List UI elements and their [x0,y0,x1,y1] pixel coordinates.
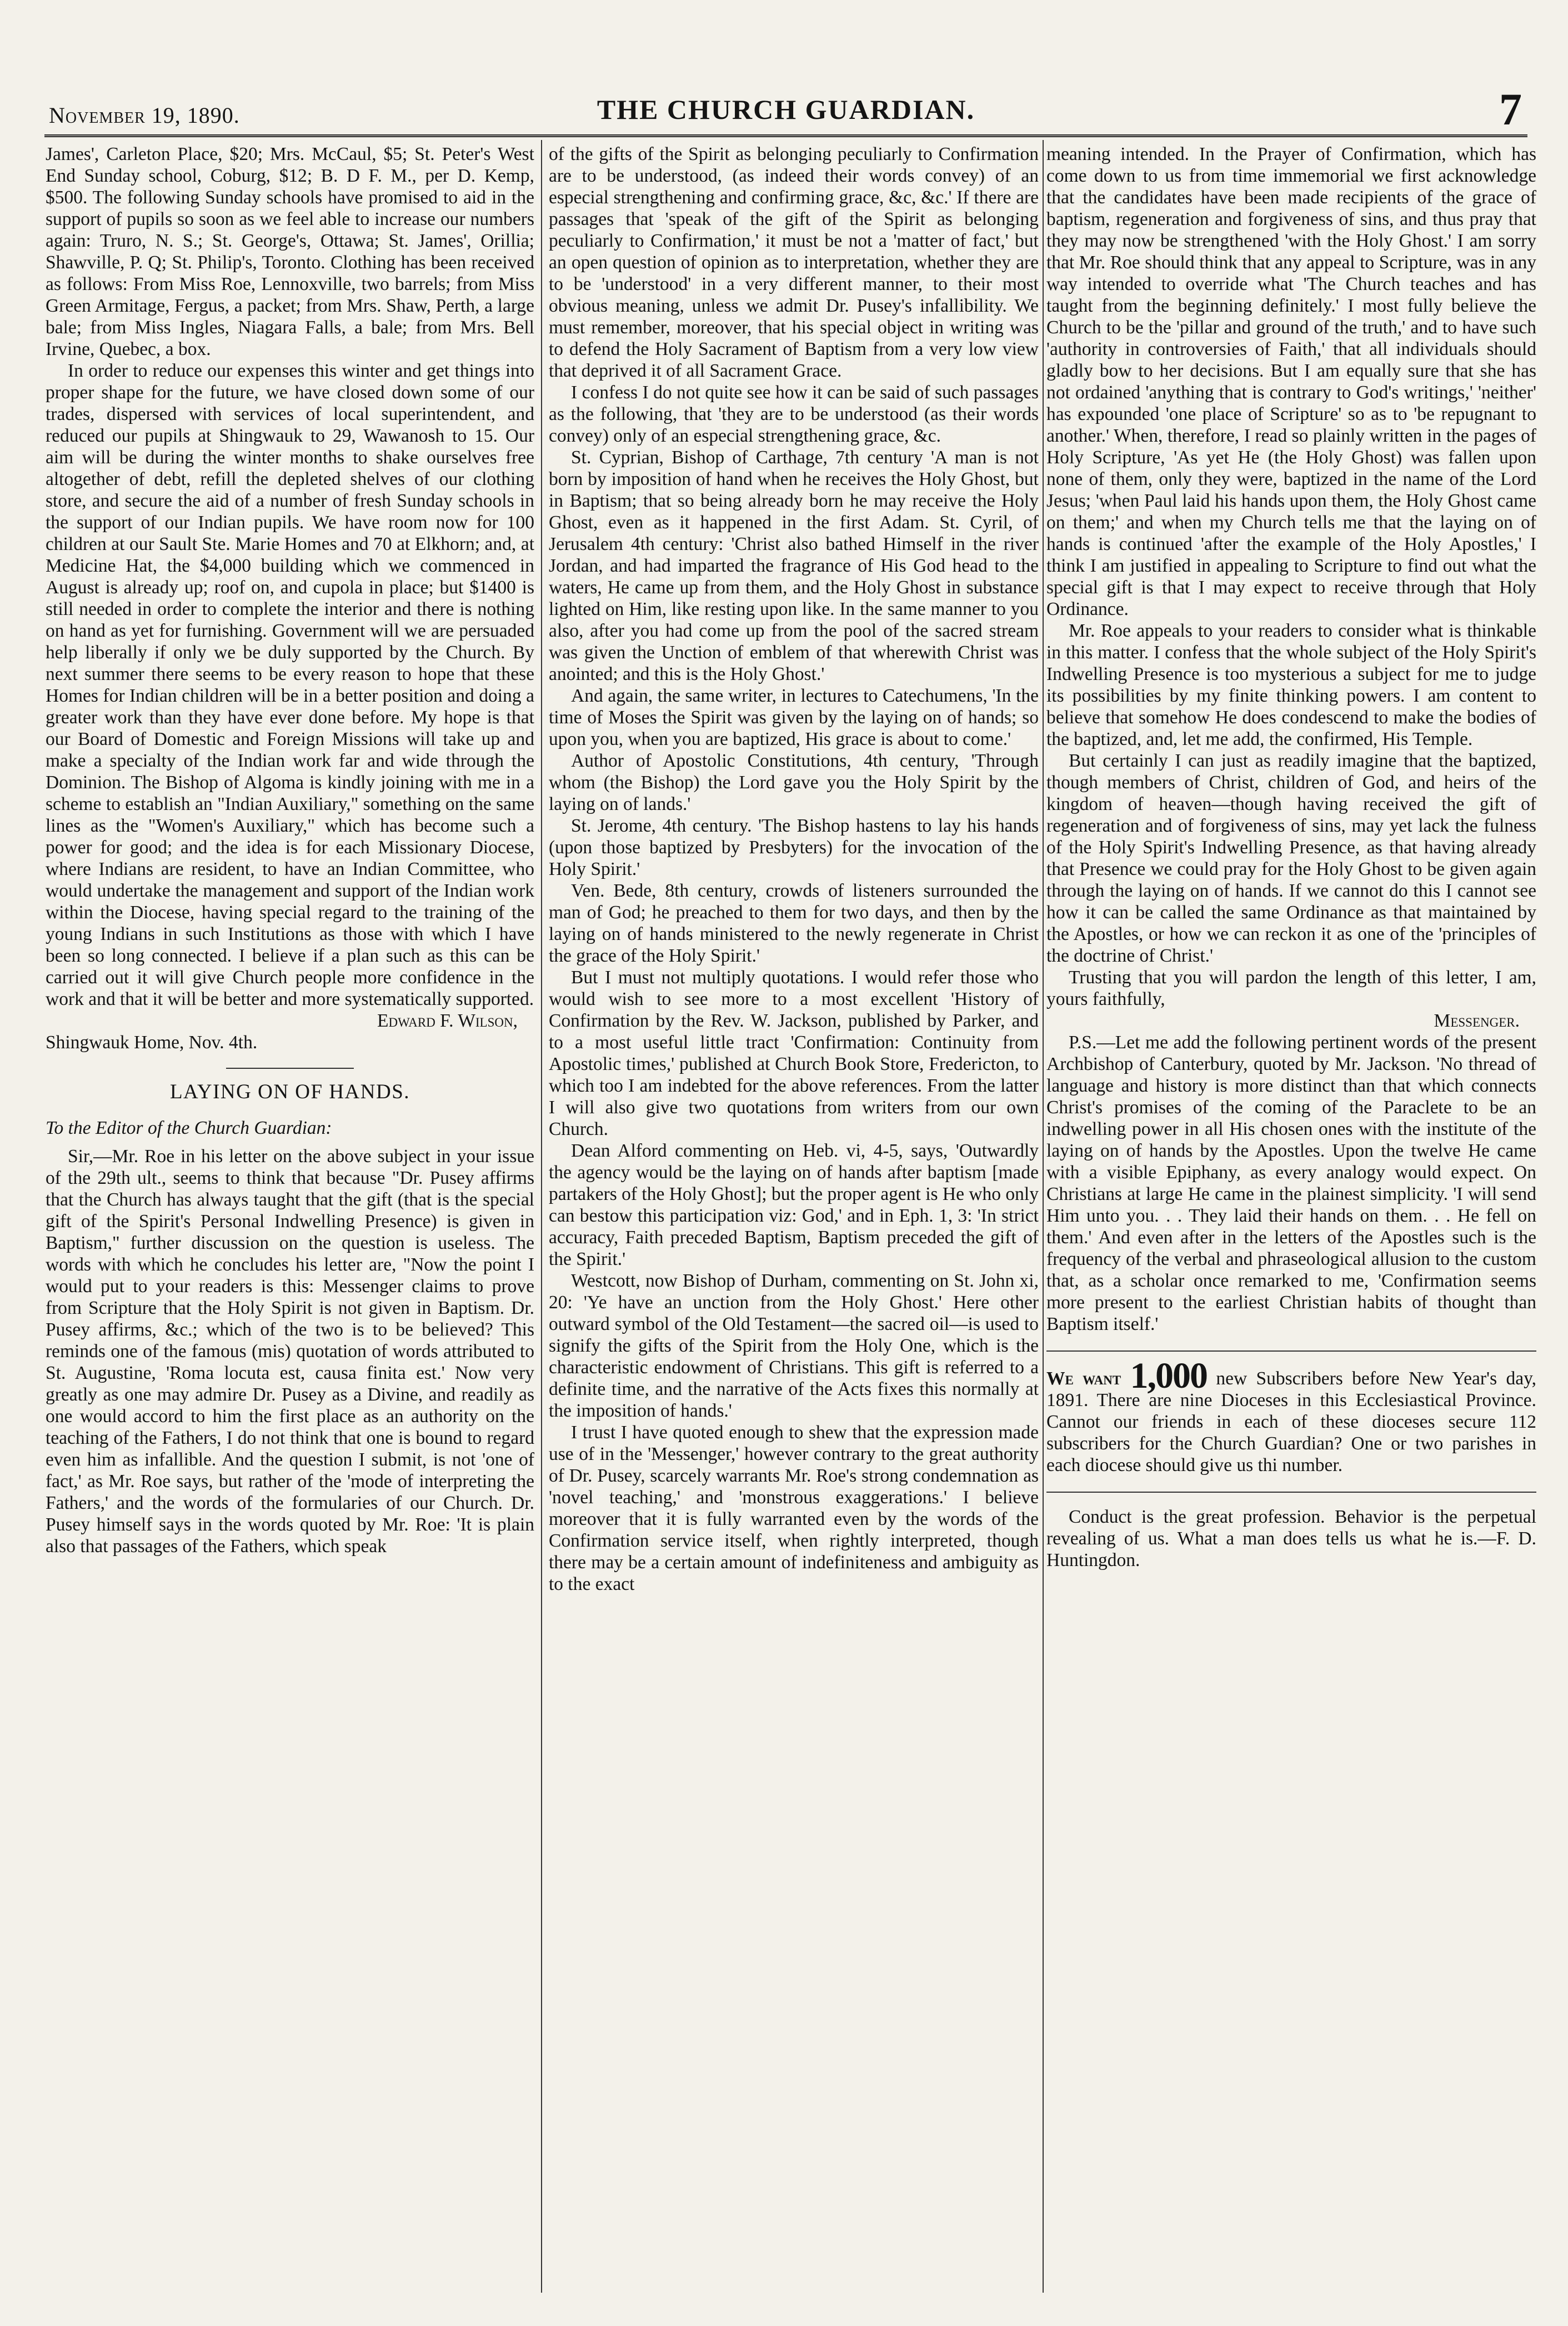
newspaper-title: THE CHURCH GUARDIAN. [597,94,975,125]
signature: Edward F. Wilson, [377,1011,518,1031]
paragraph: But certainly I can just as readily imagine that the baptized, though members of Christ, children of God, and heirs of the kingdom of heaven—though having received the gift of regeneration and of forgiveness of sins, may yet lack the fulness of the Holy Spirit's Indwelling Presence, as that having already that Presence we could pray for the Holy Ghost to be given again through the laying on of hands. If we cannot do this I cannot see how it can be called the same Ordinance as that maintained by the Apostles, or how we can reckon it as one of the 'principles of the doctrine of Christ.' [1046,751,1536,966]
paragraph: Trusting that you will pardon the length of this letter, I am, yours faithfully, [1046,967,1536,1009]
paragraph: Dean Alford commenting on Heb. vi, 4-5, says, 'Outwardly the agency would be the laying on of hands after baptism [made partakers of the Holy Ghost]; but the proper agent is He who only can bestow this participation viz: God,' and in Eph. 1, 3: 'In strict accuracy, Faith preceded Baptism, Baptism preceded the gift of the Spirit.' [549,1141,1039,1269]
paragraph: Ven. Bede, 8th century, crowds of listeners surrounded the man of God; he preached to them for two days, and then by the laying on of hands ministered to the newly regenerate in Christ the grace of the Holy Spirit.' [549,881,1039,966]
paragraph: of the gifts of the Spirit as belonging peculiarly to Confirmation are to be understood, (as indeed their words convey) of an especial strengthening and confirming grace, &c, &c.' If there are passages that 'speak of the gift of the Spirit as belonging peculiarly to Confirmation,' it must be not a 'matter of fact,' but an open question of opinion as to interpretation, whether they are to be 'understood' in a very different manner, to their most obvious meaning, unless we admit Dr. Pusey's infallibility. We must remember, moreover, that his special object in writing was to defend the Holy Sacrament of Baptism from a very low view that deprived it of all Sacrament Grace. [549,144,1039,381]
subscription-notice [1046,1355,1536,1476]
divider [1046,1492,1536,1493]
notice-number: 1,000 [1130,1355,1208,1396]
paragraph: Mr. Roe appeals to your readers to consider what is thinkable in this matter. I confess that the whole subject of the Holy Spirit's Indwelling Presence is too mysterious a subject for me to judge its possibilities by my finite thinking powers. I am content to believe that somehow He does condescend to make the bodies of the baptized, and, let me add, the confirmed, His Temple. [1046,621,1536,749]
signature: Messenger. [1434,1011,1520,1031]
paragraph: St. Jerome, 4th century. 'The Bishop hastens to lay his hands (upon those baptized by Presbyters) for the invocation of the Holy Spirit.' [549,816,1039,879]
paragraph: Sir,—Mr. Roe in his letter on the above subject in your issue of the 29th ult., seems to think that because "Dr. Pusey affirms that the Church has always taught that the gift (that is the special gift of the Spirit's Personal Indwelling Presence) is given in Baptism," further discussion on the question is useless. The words with which he concludes his letter are, "Now the point I would put to your readers is this: Messenger claims to prove from Scripture that the Holy Spirit is not given in Baptism. Dr. Pusey affirms, &c.; which of the two is to be believed? This reminds one of the famous (mis) quotation of words attributed to St. Augustine, 'Roma locuta est, causa finita est.' Now very greatly as one may admire Dr. Pusey as a Divine, and readily as one would accord to him the first place as an authority on the teaching of the Fathers, I do not think that one is bound to regard even him as infallible. And the question I submit, is not 'one of fact,' as Mr. Roe says, but rather of the 'mode of interpreting the Fathers,' and the words of the formularies of our Church. Dr. Pusey himself says in the words quoted by Mr. Roe: 'It is plain also that passages of the Fathers, which speak [46,1146,534,1557]
paragraph: Westcott, now Bishop of Durham, commenting on St. John xi, 20: 'Ye have an unction from the Holy Ghost.' Here other outward symbol of the Old Testament—the sacred oil—is used to signify the gifts of the Spirit from the Holy One, which is the characteristic endowment of Christians. This gift is referred to a definite time, and the narrative of the Acts fixes this normally at the imposition of hands.' [549,1270,1039,1421]
paragraph: Author of Apostolic Constitutions, 4th century, 'Through whom (the Bishop) the Lord gave you the Holy Spirit by the laying on of lands.' [549,751,1039,814]
column-rule-1 [541,140,542,2293]
column-1 [46,143,534,2288]
page-number: 7 [1499,84,1522,134]
column-2 [549,143,1039,2288]
paragraph: meaning intended. In the Prayer of Confirmation, which has come down to us from time immemorial we first acknowledge that the candidates have been made recipients of the grace of baptism, regeneration and forgiveness of sins, and thus pray that they may now be strengthened 'with the Holy Ghost.' I am sorry that Mr. Roe should think that any appeal to Scripture, was in any way intended to override what 'The Church teaches and has taught from the beginning definitely.' I most fully believe the Church to be the 'pillar and ground of the truth,' and to have such 'authority in controversies of Faith,' that all individuals should gladly bow to her decisions. But I am equally sure that she has not ordained 'anything that is contrary to God's writings,' 'neither' has expounded 'one place of Scripture' so as to 'be repugnant to another.' When, therefore, I read so plainly written in the pages of Holy Scripture, 'As yet He (the Holy Ghost) was fallen upon none of them, only they were, baptized in the name of the Lord Jesus; 'when Paul laid his hands upon them, the Holy Ghost came on them;' and when my Church tells me that the laying on of hands is continued 'after the example of the Holy Apostles,' I think I am justified in appealing to Scripture to find out what the special gift is that I may expect to receive through that Holy Ordinance. [1046,144,1536,619]
salutation: To the Editor of the Church Guardian: [46,1118,332,1138]
paragraph: St. Cyprian, Bishop of Carthage, 7th century 'A man is not born by imposition of hand when he receives the Holy Ghost, but in Baptism; that so being already born he may receive the Holy Ghost, even as it happened in the first Adam. St. Cyril, of Jerusalem 4th century: 'Christ also bathed Himself in the river Jordan, and had imparted the fragrance of His God head to the waters, He came up from them, and the Holy Ghost in substance lighted on Him, like resting upon like. In the same manner to you also, after you had come up from the pool of the sacred stream was given the Unction of emblem of that wherewith Christ was anointed; and this is the Holy Ghost.' [549,447,1039,684]
closing-quote: Conduct is the great profession. Behavior is the perpetual revealing of us. What a man does tells us what he is.—F. D. Huntingdon. [1046,1507,1536,1570]
paragraph: P.S.—Let me add the following pertinent words of the present Archbishop of Canterbury, quoted by Mr. Jackson. 'No thread of language and history is more distinct than that which connects Christ's promises of the coming of the Paraclete to be an indwelling power in all His chosen ones with the institute of the laying on of hands by the Apostles. Upon the twelve He came with a visible Epiphany, as every analogy would expect. On Christians at large He came in the plainest simplicity. 'I will send Him unto you. . . They laid their hands on them. . . He fell on them.' And even after in the letters of the Apostles such is the frequency of the verbal and phraseological allusion to the custom that, as a scholar once remarked to me, 'Confirmation seems more present to the earliest Christian habits of thought than Baptism itself.' [1046,1032,1536,1334]
column-rule-2 [1043,140,1044,2293]
paragraph: In order to reduce our expenses this winter and get things into proper shape for the future, we have closed down some of our trades, dispersed with services of local superintendent, and reduced our pupils at Shingwauk to 29, Wawanosh to 15. Our aim will be during the winter months to shake ourselves free altogether of debt, refill the depleted shelves of our clothing store, and secure the aid of a number of fresh Sunday schools in the support of our Indian pupils. We have room now for 100 children at our Sault Ste. Marie Homes and 70 at Elkhorn; and, at Medicine Hat, the $4,000 building which we commenced in August is already up; roof on, and cupola in place; but $1400 is still needed in order to complete the interior and there is nothing on hand as yet for furnishing. Government will we are persuaded help liberally if only we be duly supported by the Church. By next summer there seems to be every reason to hope that these Homes for Indian children will be in a better position and doing a greater work than they have ever done before. My hope is that our Board of Domestic and Foreign Missions will take up and make a specialty of the Indian work far and wide through the Dominion. The Bishop of Algoma is kindly joining with me in a scheme to establish an "Indian Auxiliary," something on the same lines as the "Women's Auxiliary," which has become such a power for good; and the idea is for each Missionary Diocese, where Indians are resident, to have an Indian Committee, who would undertake the management and support of the Indian work within the Diocese, having special regard to the training of the young Indians in such Institutions as those with which I have been so long connected. I believe if a plan such as this can be carried out it will give Church people more confidence in the work and that it will be better and more systematically supported. [46,361,534,1009]
paragraph: But I must not multiply quotations. I would refer those who would wish to see more to a most excellent 'History of Confirmation by the Rev. W. Jackson, published by Parker, and to a most useful little tract 'Confirmation: Continuity from Apostolic times,' published at Church Book Store, Fredericton, to which too I am indebted for the above references. From the latter I will also give two quotations from writers from our own Church. [549,967,1039,1139]
paragraph: I trust I have quoted enough to shew that the expression made use of in the 'Messenger,' however contrary to the great authority of Dr. Pusey, scarcely warrants Mr. Roe's strong condemnation as 'novel teaching,' and 'monstrous exaggerations.' I believe moreover that it is fully warranted even by the words of the Confirmation service itself, when rightly interpreted, though there may be a certain amount of indefiniteness and ambiguity as to the exact [549,1422,1039,1594]
divider [226,1068,354,1069]
signature-place: Shingwauk Home, Nov. 4th. [46,1032,258,1053]
notice-body: new Subscribers before New Year's day, 1891. There are nine Dioceses in this Ecclesiastical Province. Cannot our friends in each of these dioceses secure 112 subscribers for the Church Guardian? One or two parishes in each diocese should give us thi number. [1046,1368,1536,1475]
divider [1046,1350,1536,1352]
notice-lead: We want [1046,1368,1121,1389]
paragraph: I confess I do not quite see how it can be said of such passages as the following, that 'they are to be understood (as their words convey) only of an especial strengthening grace, &c. [549,382,1039,446]
section-title: LAYING ON OF HANDS. [169,1081,410,1103]
paragraph: And again, the same writer, in lectures to Catechumens, 'In the time of Moses the Spirit was given by the laying on of hands; so upon you, when you are baptized, His grace is about to come.' [549,686,1039,749]
column-3 [1046,143,1536,2288]
issue-date: November 19, 1890. [49,103,240,128]
paragraph: James', Carleton Place, $20; Mrs. McCaul, $5; St. Peter's West End Sunday school, Coburg, $12; B. D F. M., per D. Kemp, $500. The following Sunday schools have promised to aid in the support of pupils so soon as we feel able to increase our numbers again: Truro, N. S.; St. George's, Ottawa; St. James', Orillia; Shawville, P. Q; St. Philip's, Toronto. Clothing has been received as follows: From Miss Roe, Lennoxville, two barrels; from Miss Green Armitage, Fergus, a packet; from Mrs. Shaw, Perth, a large bale; from Miss Ingles, Niagara Falls, a bale; from Mrs. Bell Irvine, Quebec, a box. [46,144,534,359]
masthead [44,83,1527,137]
